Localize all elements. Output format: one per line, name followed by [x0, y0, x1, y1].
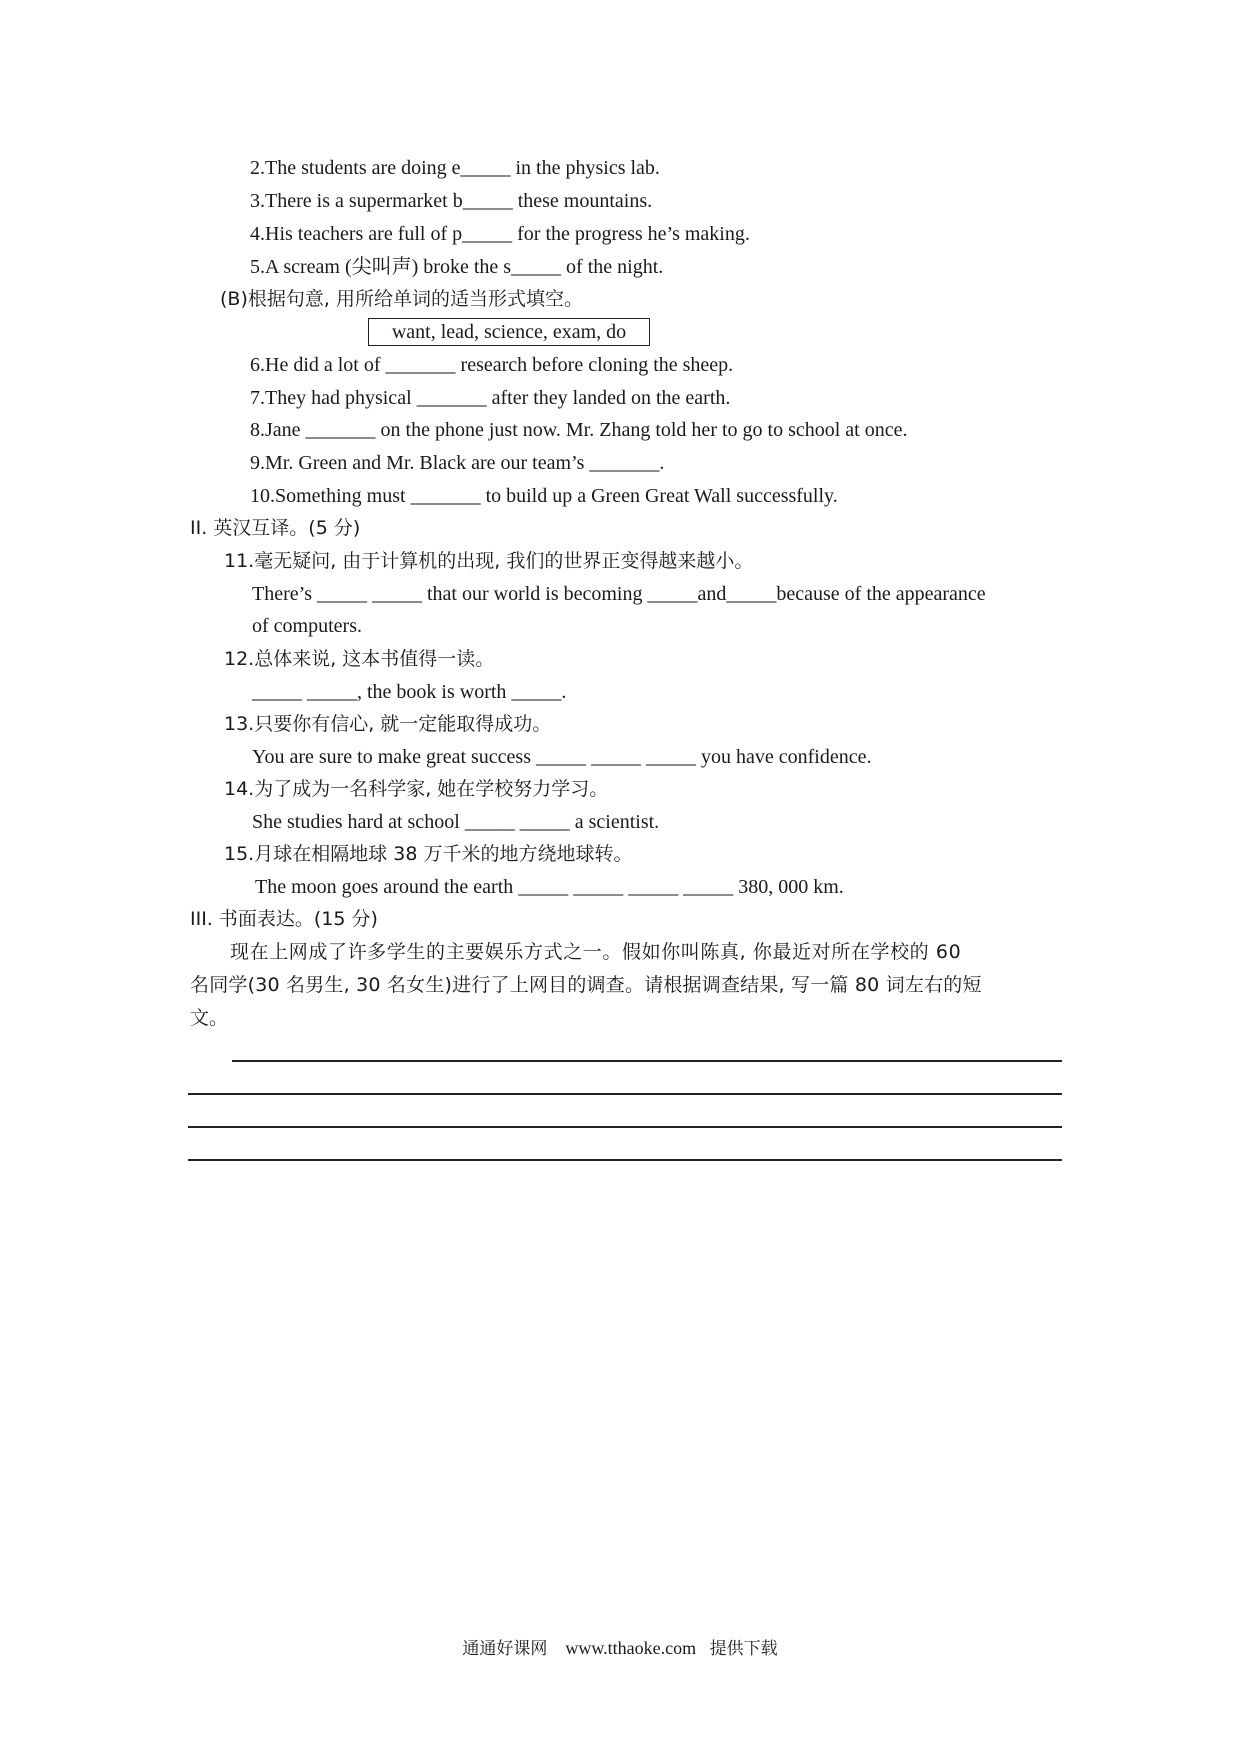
- question-13-cn: 13.只要你有信心, 就一定能取得成功。: [224, 713, 552, 735]
- question-4: 4.His teachers are full of p_____ for the progress he’s making.: [250, 223, 750, 245]
- question-11-en: There’s _____ _____ that our world is becoming _____and_____because of the appearance: [252, 583, 986, 605]
- question-6: 6.He did a lot of _______ research before cloning the sheep.: [250, 354, 734, 376]
- question-15-en: The moon goes around the earth _____ _____ _____ _____ 380, 000 km.: [255, 876, 844, 898]
- question-3: 3.There is a supermarket b_____ these mountains.: [250, 190, 653, 212]
- section-b-title: (B)根据句意, 用所给单词的适当形式填空。: [220, 288, 583, 310]
- answer-line-3: [188, 1126, 1062, 1128]
- question-14-cn: 14.为了成为一名科学家, 她在学校努力学习。: [224, 778, 609, 800]
- page-footer: [0, 1636, 1240, 1661]
- footer-url: www.tthaoke.com: [565, 1638, 697, 1658]
- writing-prompt-line-3: 文。: [190, 1007, 229, 1029]
- question-11-cn: 11.毫无疑问, 由于计算机的出现, 我们的世界正变得越来越小。: [224, 550, 754, 572]
- part2-title: II. 英汉互译。(5 分): [190, 517, 361, 539]
- answer-line-2: [188, 1093, 1062, 1095]
- footer-suffix: 提供下载: [709, 1639, 778, 1659]
- question-13-en: You are sure to make great success _____ _____ _____ you have confidence.: [252, 746, 872, 768]
- question-14-en: She studies hard at school _____ _____ a scientist.: [252, 811, 660, 833]
- question-12-en: _____ _____, the book is worth _____.: [252, 681, 567, 703]
- writing-prompt-line-2: 名同学(30 名男生, 30 名女生)进行了上网目的调查。请根据调查结果, 写一篇 80 词左右的短: [190, 974, 982, 996]
- question-8: 8.Jane _______ on the phone just now. Mr. Zhang told her to go to school at once.: [250, 419, 908, 441]
- question-10: 10.Something must _______ to build up a Green Great Wall successfully.: [250, 485, 838, 507]
- footer-site-name: 通通好课网: [462, 1639, 548, 1659]
- writing-prompt-line-1: 现在上网成了许多学生的主要娱乐方式之一。假如你叫陈真, 你最近对所在学校的 60: [230, 941, 962, 963]
- question-9: 9.Mr. Green and Mr. Black are our team’s _______.: [250, 452, 665, 474]
- question-11-en-cont: of computers.: [252, 615, 362, 637]
- question-2: 2.The students are doing e_____ in the physics lab.: [250, 157, 660, 179]
- question-7: 7.They had physical _______ after they landed on the earth.: [250, 387, 731, 409]
- question-15-cn: 15.月球在相隔地球 38 万千米的地方绕地球转。: [224, 843, 633, 865]
- question-12-cn: 12.总体来说, 这本书值得一读。: [224, 648, 495, 670]
- question-5: 5.A scream (尖叫声) broke the s_____ of the night.: [250, 256, 664, 278]
- answer-line-1: [232, 1060, 1062, 1062]
- word-box: want, lead, science, exam, do: [368, 318, 650, 346]
- part3-title: III. 书面表达。(15 分): [190, 908, 378, 930]
- answer-line-4: [188, 1159, 1062, 1161]
